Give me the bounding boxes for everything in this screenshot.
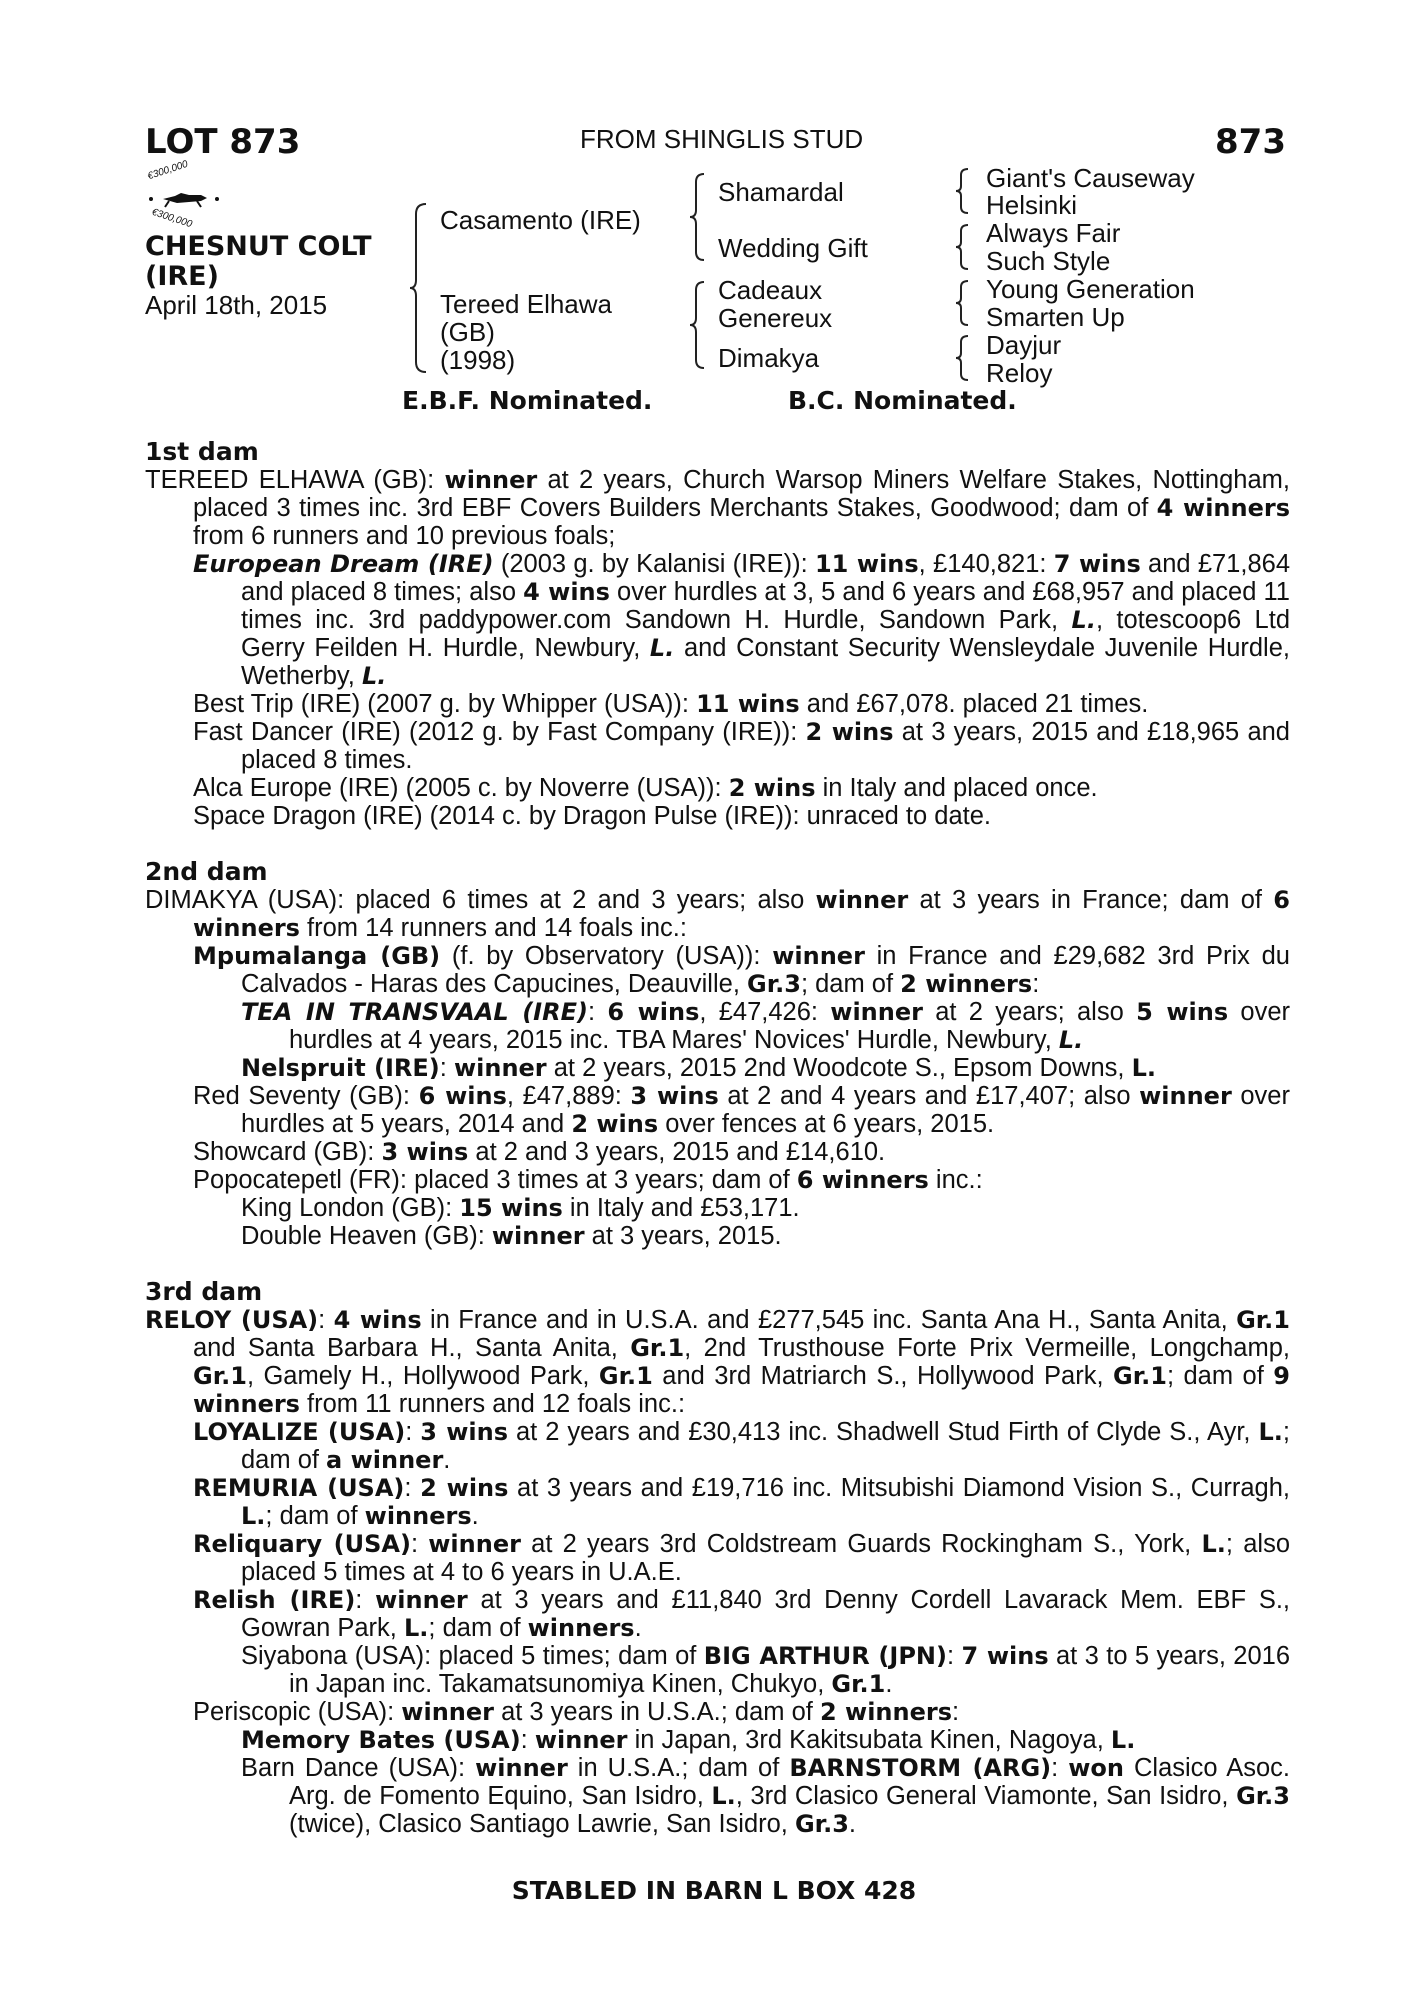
dam-name: Tereed Elhawa bbox=[440, 289, 612, 319]
dam-sire bbox=[718, 276, 832, 332]
bc-nomination: B.C. Nominated. bbox=[788, 386, 1017, 415]
horse-sex-colour: CHESNUT COLT bbox=[145, 231, 372, 262]
second-dam-heading: 2nd dam bbox=[145, 857, 268, 886]
first-dam-intro: TEREED ELHAWA (GB): winner at 2 years, Church Warsop Miners Welfare Stakes, Nottingham, placed 3 times inc. 3rd EBF Covers Builders Merchants Stakes, Goodwood; dam of 4 winners from 6 runners and 10 previous foals; bbox=[145, 466, 1290, 550]
second-dam-produce-3: Showcard (GB): 3 wins at 2 and 3 years, 2015 and £14,610. bbox=[193, 1138, 886, 1166]
dam-dam: Dimakya bbox=[718, 343, 820, 373]
pedigree-brace-7 bbox=[954, 333, 972, 383]
dam-country: (GB) bbox=[440, 317, 495, 347]
lot-number: 873 bbox=[1215, 122, 1286, 162]
first-dam-produce-4: Alca Europe (IRE) (2005 c. by Noverre (USA)): 2 wins in Italy and placed once. bbox=[193, 774, 1098, 802]
horse-country: (IRE) bbox=[145, 261, 219, 292]
third-dam-grandproduce-1: Siyabona (USA): placed 5 times; dam of BIG ARTHUR (JPN): 7 wins at 3 to 5 years, 2016 in Japan inc. Takamatsunomiya Kinen, Chukyo, Gr.1. bbox=[241, 1642, 1291, 1698]
sire-sire: Shamardal bbox=[718, 177, 844, 207]
third-dam-produce-1: LOYALIZE (USA): 3 wins at 2 years and £30,413 inc. Shadwell Stud Firth of Clyde S., Ayr, L.; dam of a winner. bbox=[193, 1418, 1290, 1474]
third-dam-produce-4: Relish (IRE): winner at 3 years and £11,840 3rd Denny Cordell Lavarack Mem. EBF S., Gowran Park, L.; dam of winners. bbox=[193, 1586, 1291, 1642]
first-dam-heading: 1st dam bbox=[145, 437, 259, 466]
dam-sire-sire: Young Generation bbox=[986, 274, 1195, 304]
dam-year: (1998) bbox=[440, 345, 516, 375]
dam-sire-dam: Smarten Up bbox=[986, 302, 1125, 332]
badge-bottom-price: €300,000 bbox=[150, 206, 194, 231]
second-dam-grandproduce-2: Nelspruit (IRE): winner at 2 years, 2015 2nd Woodcote S., Epsom Downs, L. bbox=[241, 1054, 1156, 1082]
second-dam-grandproduce-1: TEA IN TRANSVAAL (IRE): 6 wins, £47,426: winner at 2 years; also 5 wins over hurdles at 4 years, 2015 inc. TBA Mares' Novices' Hurdle, Newbury, L. bbox=[241, 998, 1291, 1054]
lot-title: LOT 873 bbox=[145, 122, 301, 162]
third-dam-produce-5: Periscopic (USA): winner at 3 years in U.S.A.; dam of 2 winners: bbox=[193, 1698, 960, 1726]
price-badge bbox=[145, 158, 223, 231]
second-dam-grandproduce-3: King London (GB): 15 wins in Italy and £53,171. bbox=[241, 1194, 800, 1222]
first-dam-produce-1: European Dream (IRE) (2003 g. by Kalanisi (IRE)): 11 wins, £140,821: 7 wins and £71,864 and placed 8 times; also 4 wins over hurdles at 3, 5 and 6 years and £68,957 and placed 11 times inc. 3rd paddypower.com Sandown H. Hurdle, Sandown Park, L., totescoop6 Ltd Gerry Feilden H. Hurdle, Newbury, L. and Constant Security Wensleydale Juvenile Hurdle, Wetherby, L. bbox=[193, 550, 1291, 690]
sire-sire-sire: Giant's Causeway bbox=[986, 163, 1195, 193]
sire: Casamento (IRE) bbox=[440, 205, 641, 235]
dam-sire-line1: Cadeaux bbox=[718, 275, 823, 305]
third-dam-grandproduce-2: Memory Bates (USA): winner in Japan, 3rd Kakitsubata Kinen, Nagoya, L. bbox=[241, 1726, 1136, 1754]
horse-description bbox=[145, 232, 372, 292]
sire-dam-sire: Always Fair bbox=[986, 218, 1121, 248]
dam-sire-line2: Genereux bbox=[718, 303, 833, 333]
third-dam-produce-2: REMURIA (USA): 2 wins at 3 years and £19,716 inc. Mitsubishi Diamond Vision S., Curragh, L.; dam of winners. bbox=[193, 1474, 1290, 1530]
produce-record bbox=[145, 438, 1290, 1838]
foaling-date: April 18th, 2015 bbox=[145, 290, 328, 320]
second-dam-produce-2: Red Seventy (GB): 6 wins, £47,889: 3 wins at 2 and 4 years and £17,407; also winner over hurdles at 5 years, 2014 and 2 wins over fences at 6 years, 2015. bbox=[193, 1082, 1290, 1138]
second-dam-intro: DIMAKYA (USA): placed 6 times at 2 and 3 years; also winner at 3 years in France; dam of 6 winners from 14 runners and 14 foals inc.: bbox=[145, 886, 1290, 942]
pedigree-brace-5 bbox=[954, 222, 972, 272]
pedigree-brace-1 bbox=[408, 200, 430, 375]
second-dam-produce-4: Popocatepetl (FR): placed 3 times at 3 years; dam of 6 winners inc.: bbox=[193, 1166, 983, 1194]
third-dam-produce-3: Reliquary (USA): winner at 2 years 3rd Coldstream Guards Rockingham S., York, L.; also placed 5 times at 4 to 6 years in U.A.E. bbox=[193, 1530, 1290, 1586]
badge-top-price: €300,000 bbox=[146, 158, 190, 183]
sire-sire-dam: Helsinki bbox=[986, 190, 1078, 220]
third-dam-intro: RELOY (USA): 4 wins in France and in U.S.A. and £277,545 inc. Santa Ana H., Santa Anita, Gr.1 and Santa Barbara H., Santa Anita, Gr.1, 2nd Trusthouse Forte Prix Vermeille, Longchamp, Gr.1, Gamely H., Hollywood Park, Gr.1 and 3rd Matriarch S., Hollywood Park, Gr.1; dam of 9 winners from 11 runners and 12 foals inc.: bbox=[145, 1306, 1290, 1418]
second-dam-grandproduce-4: Double Heaven (GB): winner at 3 years, 2015. bbox=[241, 1222, 782, 1250]
first-dam-produce-2: Best Trip (IRE) (2007 g. by Whipper (USA)): 11 wins and £67,078. placed 21 times. bbox=[193, 690, 1149, 718]
dam-dam-sire: Dayjur bbox=[986, 330, 1062, 360]
pedigree-brace-6 bbox=[954, 278, 972, 328]
first-dam-produce-3: Fast Dancer (IRE) (2012 g. by Fast Company (IRE)): 2 wins at 3 years, 2015 and £18,965 and placed 8 times. bbox=[193, 718, 1290, 774]
dam bbox=[440, 290, 612, 374]
stabling-info: STABLED IN BARN L BOX 428 bbox=[511, 1876, 917, 1905]
consignor: FROM SHINGLIS STUD bbox=[580, 124, 864, 154]
third-dam-grandproduce-3: Barn Dance (USA): winner in U.S.A.; dam of BARNSTORM (ARG): won Clasico Asoc. Arg. de Fomento Equino, San Isidro, L., 3rd Clasico General Viamonte, San Isidro, Gr.3 (twice), Clasico Santiago Lawrie, San Isidro, Gr.3. bbox=[241, 1754, 1290, 1838]
ebf-nomination: E.B.F. Nominated. bbox=[402, 386, 653, 415]
pedigree-brace-2 bbox=[688, 170, 708, 265]
sire-dam-dam: Such Style bbox=[986, 246, 1111, 276]
sire-dam: Wedding Gift bbox=[718, 233, 868, 263]
pedigree-brace-4 bbox=[954, 166, 972, 216]
dam-dam-dam: Reloy bbox=[986, 358, 1053, 388]
second-dam-produce-1: Mpumalanga (GB) (f. by Observatory (USA)): winner in France and £29,682 3rd Prix du Calvados - Haras des Capucines, Deauville, Gr.3; dam of 2 winners: bbox=[193, 942, 1290, 998]
first-dam-produce-5: Space Dragon (IRE) (2014 c. by Dragon Pulse (IRE)): unraced to date. bbox=[193, 802, 991, 830]
pedigree-brace-3 bbox=[688, 278, 708, 373]
third-dam-heading: 3rd dam bbox=[145, 1277, 263, 1306]
